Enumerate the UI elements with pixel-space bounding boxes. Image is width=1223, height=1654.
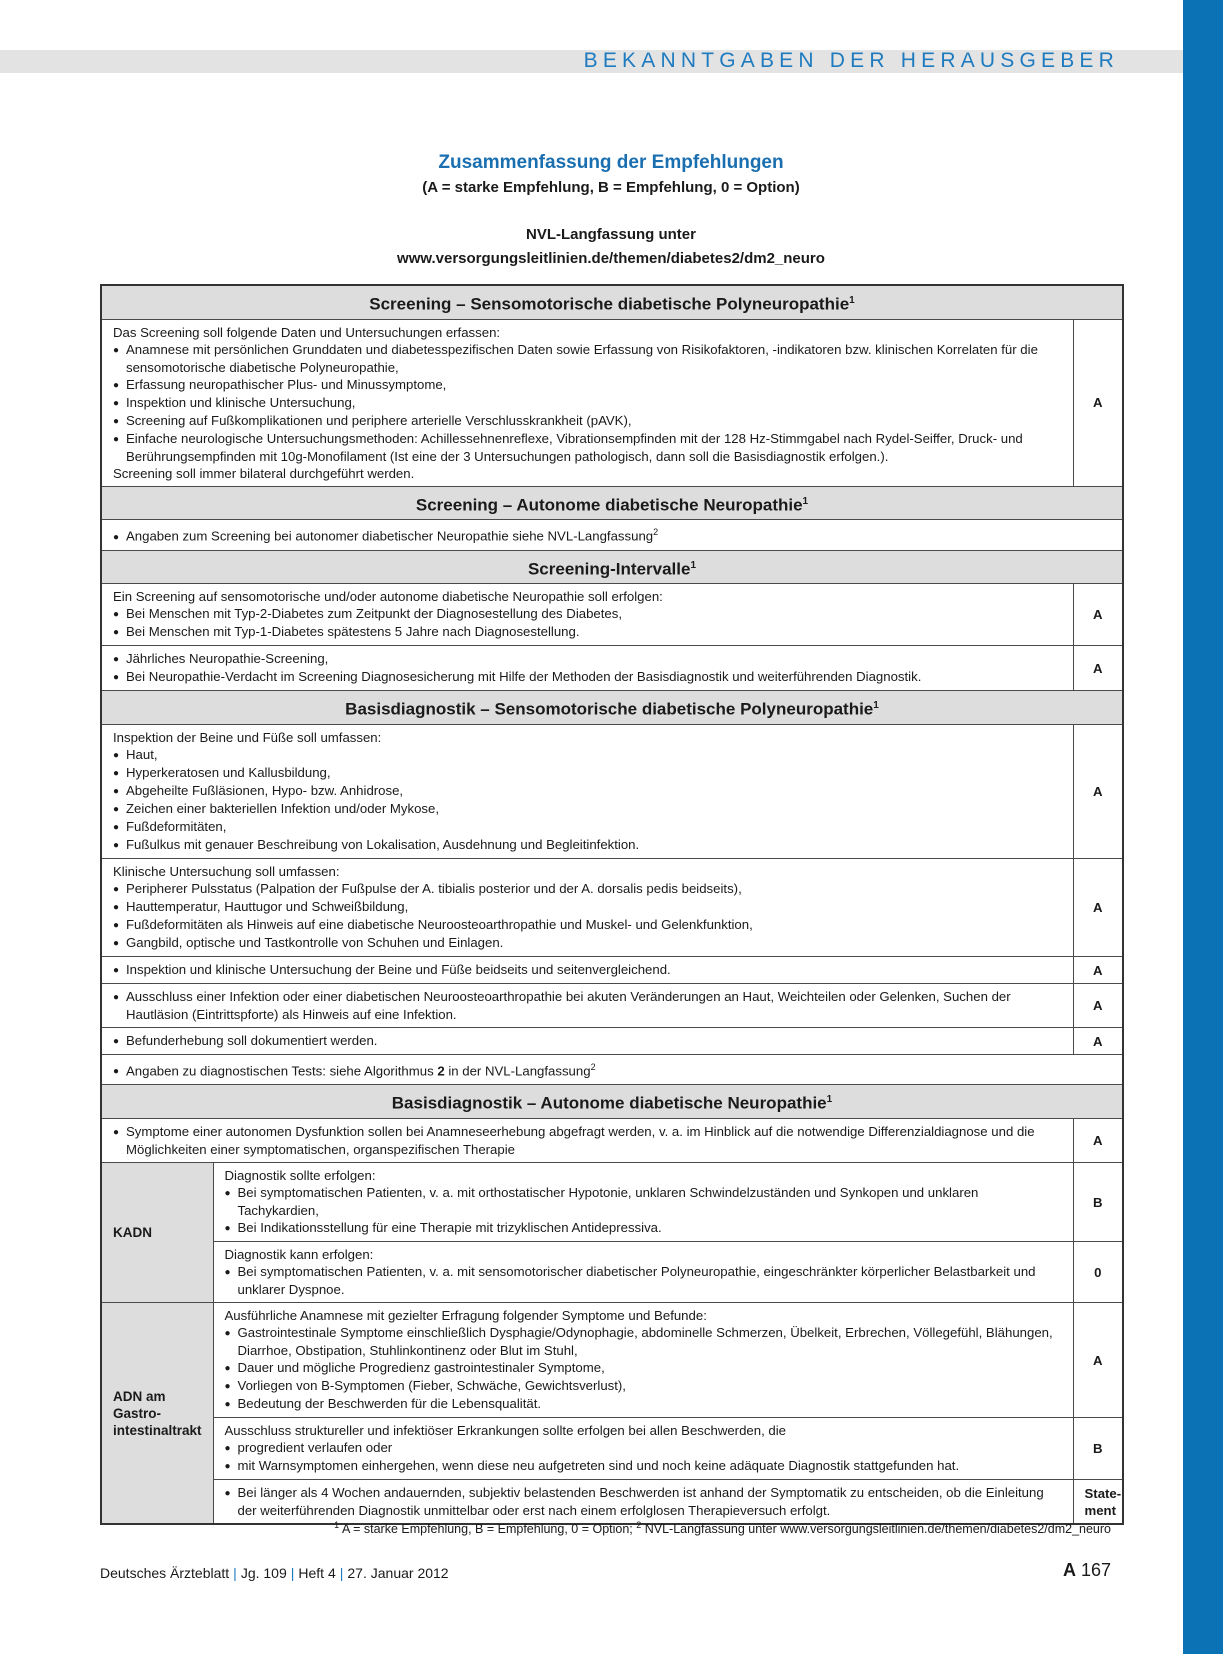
- footer-separator: |: [339, 1565, 344, 1581]
- bullet-item: [113, 524, 1111, 545]
- bullet-item: ● Screening auf Fußkomplikationen und periphere arterielle Verschlusskrankheit (pAVK),: [113, 412, 1062, 430]
- footnote-mark: 2: [636, 1520, 642, 1530]
- bullet-item: ● Hauttemperatur, Hauttugor und Schweißbildung,: [113, 898, 1062, 916]
- bullet-item: ● Fußdeformitäten als Hinweis auf eine diabetische Neuroosteoarthropathie und Muskel- und Gelenkfunktion,: [113, 916, 1062, 934]
- bullet-item: ● Bei länger als 4 Wochen andauernden, subjektiv belastenden Beschwerden ist anhand der Symptomatik zu entscheiden, ob die Einleitung der weiterführenden Diagnostik unmittelbar oder erst nach einem erfolglosen Therapieversuch erfolgt.: [225, 1484, 1062, 1519]
- bullet-text: Angaben zum Screening bei autonomer diabetischer Neuropathie siehe NVL-Langfassung: [126, 528, 654, 544]
- table-row: [101, 646, 1123, 691]
- bullet-text: Angaben zu diagnostischen Tests: siehe Algorithmus: [126, 1063, 438, 1079]
- heading-text: Screening-Intervalle: [527, 559, 691, 579]
- table-row: [101, 1028, 1123, 1055]
- recommendation-intro: Ausführliche Anamnese mit gezielter Erfragung folgender Symptome und Befunde:: [224, 1308, 707, 1324]
- recommendation-grade: A: [1073, 984, 1123, 1028]
- table-row: [101, 1418, 1123, 1480]
- bullet-item: ● progredient verlaufen oder: [225, 1439, 1062, 1457]
- bullet-item: ● Ausschluss einer Infektion oder einer diabetischen Neuroosteoarthropathie bei akuten Veränderungen an Haut, Weichteilen oder Gelenken, Suchen der Hautläsion (Eintrittspforte) als Hinweis auf eine Infektion.: [113, 988, 1062, 1023]
- recommendation-text: [101, 1028, 1073, 1055]
- journal-footer: [100, 1565, 449, 1581]
- table-row: [101, 725, 1123, 859]
- recommendation-grade: 0: [1073, 1242, 1123, 1303]
- section-heading-screening-adn: [101, 486, 1123, 520]
- recommendation-grade: A: [1073, 319, 1123, 486]
- recommendation-grade: A: [1073, 584, 1123, 646]
- heading-footnote-ref: 1: [873, 700, 879, 712]
- recommendation-text: [213, 1418, 1073, 1480]
- bullet-item: ● Abgeheilte Fußläsionen, Hypo- bzw. Anhidrose,: [113, 782, 1062, 800]
- bullet-item: ● Gastrointestinale Symptome einschließlich Dysphagie/Odynophagie, abdominelle Schmerzen, Übelkeit, Erbrechen, Völlegefühl, Blähungen, Diarrhoe, Obstipation, Stuhlinkontinenz oder Blut im Stuhl,: [225, 1324, 1062, 1359]
- recommendation-intro: Ein Screening auf sensomotorische und/oder autonome diabetische Neuropathie soll erfolgen:: [113, 589, 663, 605]
- recommendation-intro: Ausschluss struktureller und infektiöser Erkrankungen sollte erfolgen bei allen Beschwerden, die: [224, 1423, 787, 1439]
- section-heading-basis-smp: [101, 691, 1123, 725]
- footer-separator: |: [290, 1565, 295, 1581]
- grade-line: ment: [1084, 1502, 1117, 1518]
- bullet-item: ● Zeichen einer bakteriellen Infektion und/oder Mykose,: [113, 800, 1062, 818]
- recommendation-grade: A: [1073, 859, 1123, 957]
- recommendation-intro: Das Screening soll folgende Daten und Untersuchungen erfassen:: [113, 324, 501, 340]
- page-number-value: 167: [1080, 1560, 1111, 1580]
- recommendation-text: [101, 520, 1123, 550]
- blue-edge-bar: [1183, 0, 1223, 1654]
- bullet-item: ● Bei Menschen mit Typ-1-Diabetes spätestens 5 Jahre nach Diagnosestellung.: [113, 623, 1062, 641]
- page-subtitle: (A = starke Empfehlung, B = Empfehlung, 0 = Option): [422, 179, 800, 196]
- footnote-ref: 2: [590, 1062, 596, 1073]
- heading-footnote-ref: 1: [690, 559, 697, 571]
- table-row: [101, 1055, 1123, 1085]
- table-row: [101, 520, 1123, 550]
- recommendations-table: [100, 284, 1124, 1525]
- bullet-item: ● Fußulkus mit genauer Beschreibung von Lokalisation, Ausdehnung und Begleitinfektion.: [113, 836, 1062, 854]
- journal-name: Deutsches Ärzteblatt: [100, 1565, 230, 1581]
- bullet-item: ● Vorliegen von B-Symptomen (Fieber, Schwäche, Gewichtsverlust),: [225, 1377, 1062, 1395]
- table-footnote: [334, 1520, 1111, 1536]
- recommendation-text: [101, 984, 1073, 1028]
- journal-issue: Heft 4: [298, 1565, 336, 1581]
- bullet-item: ● Anamnese mit persönlichen Grunddaten und diabetesspezifischen Daten sowie Erfassung von Risikofaktoren, -indikatoren bzw. klinischen Korrelaten für die sensomotorische diabetische Polyneuropathie,: [113, 341, 1062, 376]
- heading-footnote-ref: 1: [826, 1094, 833, 1106]
- grade-line: State-: [1084, 1485, 1122, 1501]
- bullet-item: ● Bedeutung der Beschwerden für die Lebensqualität.: [225, 1395, 1062, 1413]
- table-row: [101, 319, 1123, 486]
- adn-gi-label: [101, 1303, 213, 1525]
- section-heading-screening-smp: [101, 285, 1123, 319]
- footnote-ref: 2: [653, 527, 659, 538]
- section-heading-screening-intervals: [101, 550, 1123, 584]
- page-title: Zusammenfassung der Empfehlungen: [438, 152, 784, 173]
- bullet-item: ● Peripherer Pulsstatus (Palpation der Fußpulse der A. tibialis posterior und der A. dorsalis pedis beidseits),: [113, 880, 1062, 898]
- footnote-text: A = starke Empfehlung, B = Empfehlung, 0 = Option;: [339, 1522, 637, 1537]
- label-line: Gastro-: [113, 1405, 162, 1421]
- bullet-item: ● Erfassung neuropathischer Plus- und Minussymptome,: [113, 376, 1062, 394]
- bullet-item: ● Einfache neurologische Untersuchungsmethoden: Achillessehnenreflexe, Vibrationsempfinden mit der 128 Hz-Stimmgabel nach Rydel-Seiffer, Druck- und Berührungsempfinden mit 10g-Monofilament (Ist eine der 3 Untersuchungen pathologisch, dann soll die Basisdiagnostik erfolgen.).: [113, 430, 1062, 465]
- heading-text: Basisdiagnostik – Sensomotorische diabetische Polyneuropathie: [345, 700, 874, 720]
- table-row: [101, 1303, 1123, 1418]
- bullet-item: ● Haut,: [113, 746, 1062, 764]
- table-row: [101, 957, 1123, 984]
- heading-text: Screening – Autonome diabetische Neuropathie: [415, 495, 803, 515]
- table-row: [101, 1242, 1123, 1303]
- table-row: [101, 984, 1123, 1028]
- bullet-text: in der NVL-Langfassung: [444, 1063, 591, 1079]
- recommendation-text: [101, 725, 1073, 859]
- page-prefix: A: [1062, 1560, 1076, 1580]
- footnote-mark: 1: [334, 1520, 340, 1530]
- bullet-item: ● Dauer und mögliche Progredienz gastrointestinaler Symptome,: [225, 1359, 1062, 1377]
- recommendation-grade: A: [1073, 646, 1123, 691]
- table-row: [101, 584, 1123, 646]
- kadn-label: KADN: [101, 1163, 213, 1303]
- recommendation-outro: Screening soll immer bilateral durchgeführt werden.: [113, 465, 415, 481]
- recommendation-intro: Inspektion der Beine und Füße soll umfassen:: [113, 730, 382, 746]
- label-line: intestinaltrakt: [113, 1422, 202, 1438]
- journal-volume: Jg. 109: [240, 1565, 287, 1581]
- bullet-item: ● Jährliches Neuropathie-Screening,: [113, 650, 1062, 668]
- bullet-item: ● Bei Menschen mit Typ-2-Diabetes zum Zeitpunkt der Diagnosestellung des Diabetes,: [113, 605, 1062, 623]
- recommendation-text: [213, 1242, 1073, 1303]
- recommendation-grade: B: [1073, 1418, 1123, 1480]
- footnote-text: NVL-Langfassung unter www.versorgungsleitlinien.de/themen/diabetes2/dm2_neuro: [641, 1522, 1111, 1537]
- section-title: BEKANNTGABEN DER HERAUSGEBER: [583, 49, 1119, 72]
- table-row: [101, 1119, 1123, 1163]
- nvl-reference-line1: NVL-Langfassung unter: [525, 226, 696, 243]
- heading-footnote-ref: 1: [849, 295, 855, 306]
- nvl-reference-url: www.versorgungsleitlinien.de/themen/diabetes2/dm2_neuro: [397, 250, 825, 267]
- recommendation-intro: Klinische Untersuchung soll umfassen:: [113, 864, 340, 880]
- recommendation-intro: Diagnostik sollte erfolgen:: [224, 1168, 376, 1184]
- recommendation-text: [101, 584, 1073, 646]
- bullet-item: ● Bei Indikationsstellung für eine Therapie mit trizyklischen Antidepressiva.: [225, 1219, 1062, 1237]
- table-row: [101, 1163, 1123, 1242]
- recommendation-text: [101, 859, 1073, 957]
- footer-separator: |: [233, 1565, 237, 1581]
- bullet-item: ● Inspektion und klinische Untersuchung,: [113, 394, 1062, 412]
- heading-footnote-ref: 1: [802, 495, 809, 507]
- heading-text: Basisdiagnostik – Autonome diabetische Neuropathie: [391, 1094, 827, 1114]
- bullet-item: ● Fußdeformitäten,: [113, 818, 1062, 836]
- recommendation-grade: A: [1073, 1303, 1123, 1418]
- bullet-item: ● Befunderhebung soll dokumentiert werden.: [113, 1032, 1062, 1050]
- recommendation-grade: [1073, 1480, 1123, 1525]
- recommendation-text: [213, 1163, 1073, 1242]
- bullet-item: ● Gangbild, optische und Tastkontrolle von Schuhen und Einlagen.: [113, 934, 1062, 952]
- recommendation-intro: Diagnostik kann erfolgen:: [224, 1247, 374, 1263]
- label-line: ADN am: [113, 1388, 166, 1404]
- recommendation-text: [213, 1480, 1073, 1525]
- table-row: [101, 859, 1123, 957]
- bullet-item: ● Bei symptomatischen Patienten, v. a. mit orthostatischer Hypotonie, unklaren Schwindelzuständen und Synkopen und unklaren Tachykardien,: [225, 1184, 1062, 1219]
- heading-text: Screening – Sensomotorische diabetische Polyneuropathie: [369, 294, 850, 314]
- recommendation-grade: A: [1073, 725, 1123, 859]
- page-number: [1063, 1560, 1111, 1581]
- table-row: [101, 1480, 1123, 1525]
- recommendation-grade: B: [1073, 1163, 1123, 1242]
- recommendation-text: [101, 957, 1073, 984]
- recommendation-grade: A: [1073, 1028, 1123, 1055]
- bullet-item: ● Bei symptomatischen Patienten, v. a. mit sensomotorischer diabetischer Polyneuropathie, eingeschränkter körperlicher Belastbarkeit und unklarer Dyspnoe.: [225, 1263, 1062, 1298]
- journal-date: 27. Januar 2012: [347, 1565, 449, 1581]
- recommendation-grade: A: [1073, 957, 1123, 984]
- bullet-item: ● Inspektion und klinische Untersuchung der Beine und Füße beidseits und seitenvergleichend.: [113, 961, 1062, 979]
- bullet-item: ● Hyperkeratosen und Kallusbildung,: [113, 764, 1062, 782]
- recommendation-text: [101, 319, 1073, 486]
- bullet-item: ● mit Warnsymptomen einhergehen, wenn diese neu aufgetreten sind und noch keine adäquate Diagnostik stattgefunden hat.: [225, 1457, 1062, 1475]
- recommendation-text: [213, 1303, 1073, 1418]
- bullet-item: [113, 1059, 1111, 1080]
- algorithm-number: 2: [437, 1063, 445, 1079]
- recommendation-text: [101, 1119, 1073, 1163]
- bullet-item: ● Bei Neuropathie-Verdacht im Screening Diagnosesicherung mit Hilfe der Methoden der Basisdiagnostik und weiterführenden Diagnostik.: [113, 668, 1062, 686]
- recommendation-text: [101, 1055, 1123, 1085]
- recommendation-grade: A: [1073, 1119, 1123, 1163]
- recommendation-text: [101, 646, 1073, 691]
- section-heading-basis-adn: [101, 1085, 1123, 1119]
- bullet-item: ● Symptome einer autonomen Dysfunktion sollen bei Anamneseerhebung abgefragt werden, v. a. im Hinblick auf die notwendige Differenzialdiagnose und die Möglichkeiten einer symptomatischen, organspezifischen Therapie: [113, 1123, 1062, 1158]
